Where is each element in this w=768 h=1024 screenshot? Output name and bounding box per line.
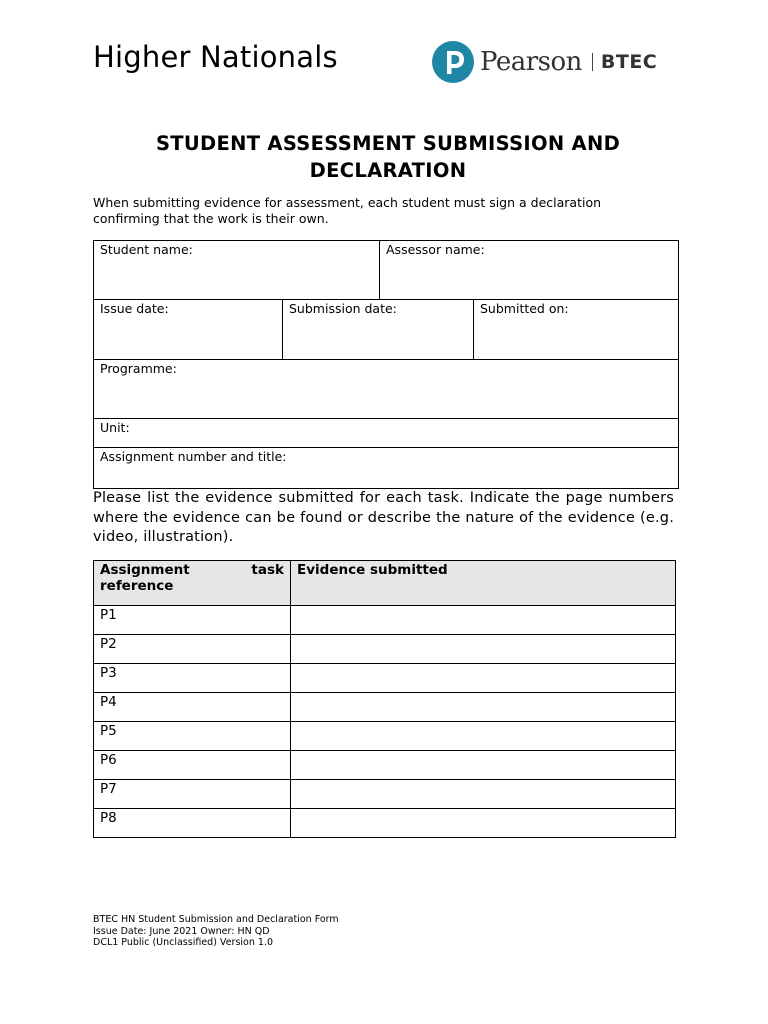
btec-wordmark: BTEC bbox=[600, 51, 658, 73]
unit-field[interactable] bbox=[94, 419, 679, 448]
evidence-cell[interactable] bbox=[291, 751, 676, 780]
submitted-on-label: Submitted on: bbox=[480, 301, 569, 316]
evidence-cell[interactable] bbox=[291, 606, 676, 635]
unit-label: Unit: bbox=[100, 420, 130, 435]
submission-date-label: Submission date: bbox=[289, 301, 397, 316]
document-footer bbox=[93, 914, 339, 949]
submission-date-field[interactable] bbox=[283, 300, 474, 360]
table-row bbox=[94, 722, 676, 751]
table-row bbox=[94, 751, 676, 780]
student-name-field[interactable] bbox=[94, 241, 380, 300]
table-row bbox=[94, 635, 676, 664]
evidence-table bbox=[93, 560, 676, 838]
task-ref-cell: P1 bbox=[94, 606, 291, 635]
column-header-task-reference-word-2: task bbox=[251, 562, 284, 578]
evidence-cell[interactable] bbox=[291, 693, 676, 722]
pearson-p-icon bbox=[432, 41, 474, 83]
table-row bbox=[94, 606, 676, 635]
student-name-label: Student name: bbox=[100, 242, 193, 257]
brand-title: Higher Nationals bbox=[93, 40, 338, 74]
evidence-cell[interactable] bbox=[291, 635, 676, 664]
document-title-line-1: STUDENT ASSESSMENT SUBMISSION AND bbox=[155, 132, 621, 155]
pearson-wordmark: Pearson bbox=[480, 47, 582, 77]
assessor-name-label: Assessor name: bbox=[386, 242, 485, 257]
column-header-task-reference-word-1: Assignment bbox=[100, 562, 190, 578]
programme-field[interactable] bbox=[94, 360, 679, 419]
evidence-cell[interactable] bbox=[291, 809, 676, 838]
column-header-evidence: Evidence submitted bbox=[291, 561, 676, 606]
issue-date-field[interactable] bbox=[94, 300, 283, 360]
footer-line-1: BTEC HN Student Submission and Declaration Form bbox=[93, 914, 339, 925]
task-ref-cell: P8 bbox=[94, 809, 291, 838]
document-title bbox=[93, 130, 683, 184]
programme-label: Programme: bbox=[100, 361, 177, 376]
issue-date-label: Issue date: bbox=[100, 301, 169, 316]
intro-text: When submitting evidence for assessment, each student must sign a declaration confirming that the work is their own. bbox=[93, 195, 602, 226]
evidence-cell[interactable] bbox=[291, 722, 676, 751]
submitted-on-field[interactable] bbox=[474, 300, 679, 360]
footer-line-3: DCL1 Public (Unclassified) Version 1.0 bbox=[93, 937, 273, 948]
task-ref-cell: P5 bbox=[94, 722, 291, 751]
table-row bbox=[94, 693, 676, 722]
task-ref-cell: P4 bbox=[94, 693, 291, 722]
footer-line-2: Issue Date: June 2021 Owner: HN QD bbox=[93, 925, 270, 937]
assessor-name-field[interactable] bbox=[380, 241, 679, 300]
assignment-label: Assignment number and title: bbox=[100, 449, 287, 464]
column-header-task-reference-line-2: reference bbox=[100, 578, 174, 594]
evidence-rows bbox=[94, 606, 676, 838]
document-title-line-2: DECLARATION bbox=[309, 159, 467, 182]
column-header-task-reference bbox=[94, 561, 291, 606]
logo-separator bbox=[592, 53, 593, 71]
task-ref-cell: P7 bbox=[94, 780, 291, 809]
task-ref-cell: P3 bbox=[94, 664, 291, 693]
pearson-btec-logo bbox=[432, 40, 657, 84]
task-ref-cell: P2 bbox=[94, 635, 291, 664]
student-details-form bbox=[93, 240, 679, 489]
table-row bbox=[94, 664, 676, 693]
table-row bbox=[94, 780, 676, 809]
evidence-cell[interactable] bbox=[291, 664, 676, 693]
assignment-field[interactable] bbox=[94, 448, 679, 489]
table-row bbox=[94, 809, 676, 838]
instructions-text: Please list the evidence submitted for each task. Indicate the page numbers where the evidence can be found or describe the nature of the evidence (e.g. video, illustration). bbox=[93, 490, 674, 545]
evidence-cell[interactable] bbox=[291, 780, 676, 809]
task-ref-cell: P6 bbox=[94, 751, 291, 780]
